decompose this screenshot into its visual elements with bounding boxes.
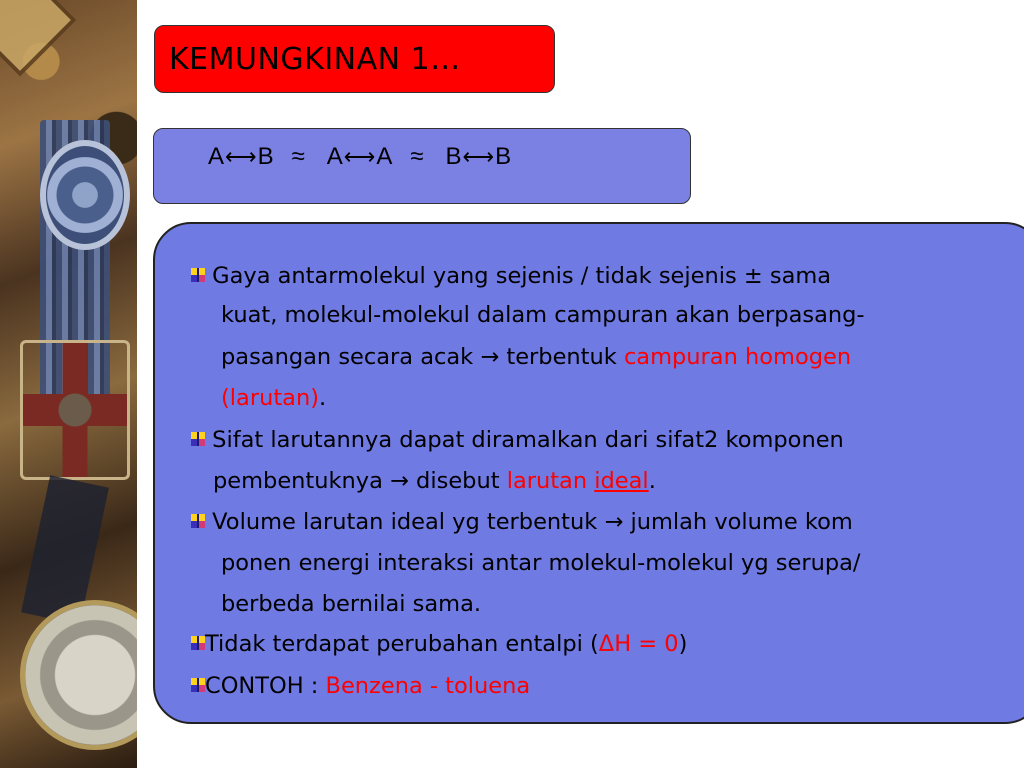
highlight-text: campuran homogen <box>623 344 852 370</box>
content-box <box>153 222 1024 724</box>
bullet-1-line-2 <box>221 304 865 327</box>
double-arrow-icon: ⟷ <box>225 144 257 169</box>
eq-term: A <box>376 143 393 170</box>
bullet-3-line-1 <box>191 511 853 534</box>
approx-symbol: ≈ <box>410 143 424 170</box>
diamond-pattern <box>0 0 77 77</box>
approx-symbol: ≈ <box>291 143 305 170</box>
bullet-4-line <box>191 633 687 656</box>
bullet-icon <box>191 636 205 650</box>
highlight-text: ΔH = 0 <box>598 631 679 657</box>
eq-term: B <box>445 143 462 170</box>
bullet-4-text-end: ) <box>678 631 688 657</box>
bullet-2-text: Sifat larutannya dapat diramalkan dari sifat2 komponen <box>212 427 844 453</box>
highlight-text: Benzena - toluena <box>325 673 531 699</box>
bullet-1-text-end: . <box>318 385 327 411</box>
bullet-1-line-3 <box>221 346 851 369</box>
highlight-text: larutan <box>506 468 588 494</box>
bullet-icon <box>191 514 205 528</box>
highlight-underlined-text: ideal <box>594 468 649 494</box>
bullet-5-line <box>191 675 530 698</box>
bullet-1-text: Gaya antarmolekul yang sejenis / tidak sejenis ± sama <box>212 263 832 289</box>
bullet-1-line-1 <box>191 265 831 288</box>
slide-title-box <box>154 25 555 93</box>
bullet-1-text-cont: kuat, molekul-molekul dalam campuran akan berpasang- <box>221 302 865 328</box>
bullet-1-text-cont: pasangan secara acak → terbentuk <box>221 344 624 370</box>
bullet-icon <box>191 432 205 446</box>
rosette-image <box>40 140 130 250</box>
slide-title: KEMUNGKINAN 1… <box>169 41 461 77</box>
eq-term: A <box>326 143 343 170</box>
bullet-3-text: Volume larutan ideal yg terbentuk → jumlah volume kom <box>212 509 853 535</box>
bullet-3-line-3 <box>221 593 481 616</box>
double-arrow-icon: ⟷ <box>462 144 495 169</box>
eq-term: A <box>208 143 225 170</box>
highlight-text: (larutan) <box>221 385 319 411</box>
bullet-2-text-end: . <box>648 468 656 494</box>
bullet-2-text-cont: pembentuknya → disebut <box>213 468 507 494</box>
bullet-2-line-1 <box>191 429 844 452</box>
bullet-3-text-cont: ponen energi interaksi antar molekul-molekul yg serupa/ <box>221 550 861 576</box>
equation-box <box>153 128 691 204</box>
bullet-3-text-cont: berbeda bernilai sama. <box>221 591 482 617</box>
decorative-medal-image <box>0 0 137 768</box>
bullet-1-line-4 <box>221 387 326 410</box>
bullet-icon <box>191 678 205 692</box>
bullet-4-text: Tidak terdapat perubahan entalpi ( <box>205 631 599 657</box>
medal-cross-image <box>20 340 130 480</box>
bullet-2-line-2 <box>213 470 656 493</box>
eq-term: B <box>257 143 274 170</box>
double-arrow-icon: ⟷ <box>343 144 376 169</box>
bullet-3-line-2 <box>221 552 860 575</box>
compass-image <box>20 600 137 750</box>
bullet-5-text: CONTOH : <box>205 673 326 699</box>
eq-term: B <box>495 143 512 170</box>
bullet-icon <box>191 268 205 282</box>
